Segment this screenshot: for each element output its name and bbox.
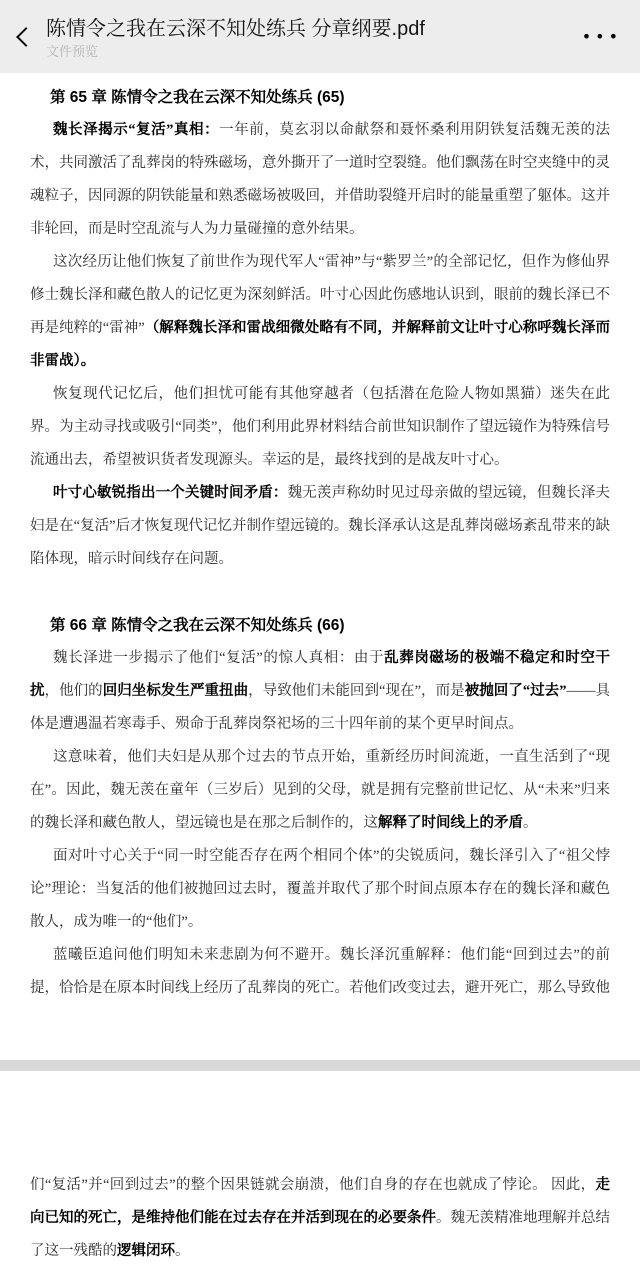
bold-text-run: （解释魏长泽和雷战细微处略有不同，并解释前文让叶寸心称呼魏长泽而非雷战）。	[30, 320, 611, 369]
text-run: ，他们的	[44, 683, 103, 699]
bold-text-run: 叶寸心敏锐指出一个关键时间矛盾：	[53, 485, 288, 501]
more-icon: •••	[581, 26, 622, 46]
text-run: 这意味着，他们夫妇是从那个过去的节点开始，重新经历时间流逝，一直生活到了“现在”。因此，魏无羡在童年（三岁后）见到的父母，就是拥有完整前世记忆、从“未来”归来的魏长泽和藏色散人，望远镜也是在那之后制作的，这	[30, 749, 610, 831]
text-run: 一年前，莫玄羽以命献祭和聂怀桑利用阴铁复活魏无羡的法术，共同激活了乱葬岗的特殊磁场，意外撕开了一道时空裂缝。他们飘荡在时空夹缝中的灵魂粒子，因同源的阴铁能量和熟悉磁场被吸回，并借助裂缝开启时的能量重塑了躯体。这并非轮回，而是时空乱流与人为力量碰撞的意外结果。	[30, 122, 611, 237]
file-title: 陈情令之我在云深不知处练兵 分章纲要.pdf	[46, 18, 425, 40]
paragraph	[30, 939, 610, 1005]
text-run: 。魏无羡精准地理解并总结了这一残酷的	[30, 1210, 610, 1259]
page-separator	[0, 1060, 640, 1071]
preview-label: 文件预览	[46, 44, 99, 59]
bold-text-run: 回归坐标发生严重扭曲	[102, 683, 249, 699]
text-run: 恢复现代记忆后，他们担忧可能有其他穿越者（包括潜在危险人物如黑猫）迷失在此界。为主动寻找或吸引“同类”，他们利用此界材料结合前世知识制作了望远镜作为特殊信号流通出去，希望被识货者发现源头。幸运的是，最终找到的是战友叶寸心。	[30, 386, 610, 468]
bold-text-run: 解释了时间线上的矛盾	[378, 815, 523, 831]
text-run: ——具体是遭遇温若寒毒手、殒命于乱葬岗祭祀场的三十四年前的某个更早时间点。	[30, 683, 611, 732]
paragraph	[30, 741, 610, 840]
more-button[interactable]	[572, 0, 640, 73]
pdf-page-1	[0, 73, 640, 1060]
paragraph	[30, 840, 610, 939]
bold-text-run: 第 66 章 陈情令之我在云深不知处练兵 (66)	[50, 617, 345, 634]
paragraph	[30, 477, 610, 576]
paragraph	[30, 642, 610, 741]
bold-text-run: 走向已知的死亡，是维持他们能在过去存在并活到现在的必要条件	[30, 1177, 610, 1226]
chevron-left-icon	[16, 27, 36, 47]
bold-text-run: 魏长泽揭示“复活”真相：	[53, 122, 220, 138]
text-run: ，导致他们未能回到“现在”，而是	[248, 683, 465, 699]
text-run: 们“复活”并“回到过去”的整个因果链就会崩溃，他们自身的存在也就成了悖论。 因此，	[30, 1177, 596, 1193]
text-run: 面对叶寸心关于“同一时空能否存在两个相同个体”的尖锐质问，魏长泽引入了“祖父悖论”理论：当复活的他们被抛回过去时，覆盖并取代了那个时间点原本存在的魏长泽和藏色散人，成为唯一的“他们”。	[30, 848, 610, 930]
text-run: 魏无羡声称幼时见过母亲做的望远镜，但魏长泽夫妇是在“复活”后才恢复现代记忆并制作望远镜的。魏长泽承认这是乱葬岗磁场紊乱带来的缺陷体现，暗示时间线存在问题。	[30, 485, 610, 567]
chapter-heading	[30, 81, 610, 114]
chapter-heading	[30, 609, 610, 642]
pdf-page-2	[0, 1071, 640, 1278]
text-run: 。	[175, 1243, 190, 1259]
paragraph	[30, 246, 610, 378]
file-preview-header	[0, 0, 640, 73]
text-run: 魏长泽进一步揭示了他们“复活”的惊人真相：由于	[53, 650, 385, 666]
bold-text-run: 被抛回了“过去”	[464, 683, 567, 699]
text-run: 。	[523, 815, 538, 831]
text-run: 这次经历让他们恢复了前世作为现代军人“雷神”与“紫罗兰”的全部记忆，但作为修仙界修士魏长泽和藏色散人的记忆更为深刻鲜活。叶寸心因此伤感地认识到，眼前的魏长泽已不再是纯粹的“雷神”	[30, 254, 610, 336]
bold-text-run: 乱葬岗磁场的极端不稳定和时空干扰	[30, 650, 610, 699]
header-titles	[46, 13, 572, 60]
paragraph	[30, 1169, 610, 1268]
paragraph	[30, 114, 610, 246]
paragraph	[30, 378, 610, 477]
bold-text-run: 第 65 章 陈情令之我在云深不知处练兵 (65)	[50, 89, 345, 106]
text-run: 蓝曦臣追问他们明知未来悲剧为何不避开。魏长泽沉重解释：他们能“回到过去”的前提，恰恰是在原本时间线上经历了乱葬岗的死亡。若他们改变过去，避开死亡，那么导致他	[30, 947, 610, 996]
bold-text-run: 逻辑闭环	[117, 1243, 175, 1259]
back-button[interactable]	[0, 0, 46, 73]
document-viewport[interactable]	[0, 73, 640, 1278]
